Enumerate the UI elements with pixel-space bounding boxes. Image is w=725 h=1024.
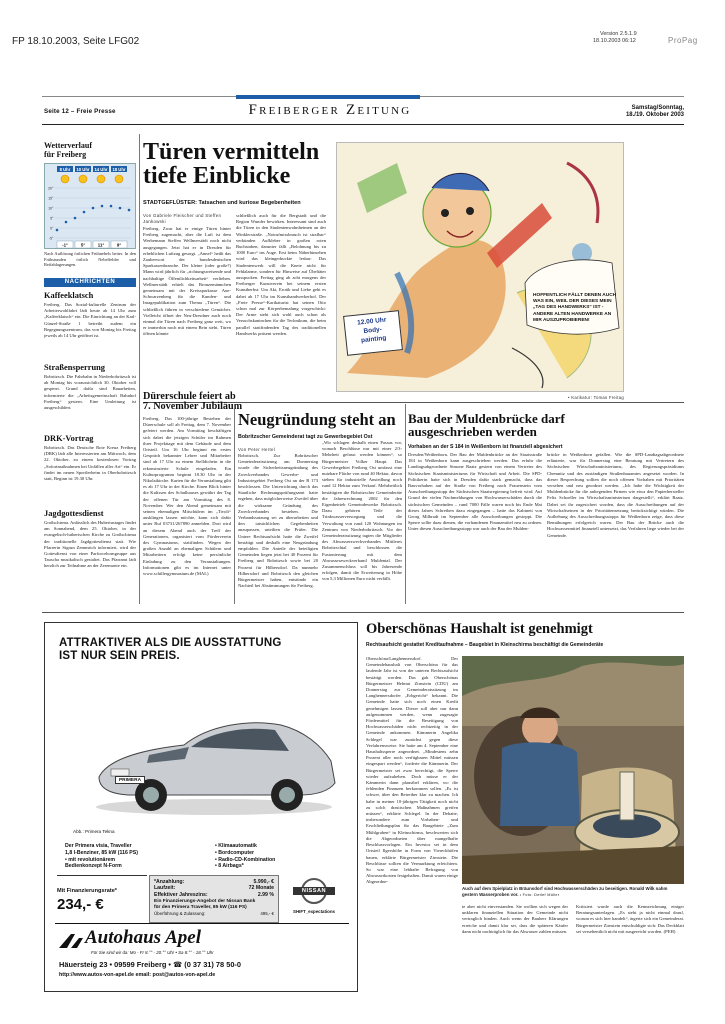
car-advertisement: [44, 622, 358, 992]
cartoon-drawing: [337, 143, 624, 392]
neugruendung-byline: Von Peter Hertel: [238, 447, 276, 452]
weather-ytick-3: 5°: [50, 216, 54, 221]
weather-curve-point-1: [65, 221, 68, 224]
masthead-bottom-rule: [42, 124, 684, 125]
dealer-logo-mark: [57, 932, 85, 950]
weather-temp-label-0: -1°: [62, 242, 68, 248]
ad-term-value-1: 72 Monate: [248, 885, 274, 892]
weather-ytick-0: 20°: [48, 186, 54, 191]
nachrichten-label: NACHRICHTEN: [44, 278, 136, 287]
weather-time-label-2: 14 Uhr: [94, 166, 108, 172]
weather-chart: [44, 163, 136, 249]
nissan-logo-text: NISSAN: [301, 888, 327, 894]
ad-license-plate: PRIMERA: [115, 776, 145, 784]
lead-headline: [143, 140, 319, 189]
news-text-strassensperrung: Bobritzsch. Die Fahrbahn in Niederbobritzsch ist ab Montag bis voraussichtlich 30. Oktober voll gesperrt. Grund dafür sind Bauarbeiten, informierte die „Arbeitsgemeinschaft Bahnhof Freiberg“ gestern. Eine Umleitung ist ausgeschildert.: [44, 374, 136, 411]
news-text-kaffeeklatsch: Freiberg. Das Sozial-kulturelle Zentrum der Arbeiterwohlfahrt lädt heute ab 14 Uhr zum „Kaffeeklatsch“ ein. Die Einrichtung an der Karl-Günzel-Straße 1 betreibt zudem ein Begegnungszentrum, das von Montag bis Freitag jeweils ab 14 Uhr geöffnet ist.: [44, 302, 136, 339]
lead-headline-line1: Türen vermitteln: [143, 139, 320, 165]
weather-curve-point-5: [101, 205, 104, 208]
weather-title-line1: Wetterverlauf: [44, 141, 92, 150]
haushalt-headline: Oberschönas Haushalt ist genehmigt: [366, 621, 593, 637]
weather-temp-label-1: 5°: [80, 242, 86, 248]
haushalt-photo-caption-text: Auch auf dem Spielplatz in Bräunsdorf sind Hochwasserschäden zu beseitigen. Ronald Wilk nahm gestern Wasserproben vor.: [462, 886, 668, 897]
nissan-slogan: SHIFT_expectations: [293, 909, 335, 914]
weather-sun-icon-2: [97, 175, 105, 183]
weather-curve-point-3: [83, 211, 86, 214]
ad-term-label-2: Effektiver Jahreszins:: [154, 891, 208, 898]
muldenbruecke-col-2: brücke in Weißenborn gefallen. Wie die SPD-Landtagsabgeordnete erläuterte, war für Donnerstag eine Beratung mit Vertretern des Sächsischen Wirtschaftsministeriums, des Regierungspräsidiums Chemnitz und des zuständigen Straßenbauamtes angesetzt worden. In dieser Besprechung sollten die noch offenen Vorhaben mit Prioritäten versehen und neu geordnet werden. „Ich habe die Wichtigkeit der Muldenbrücke für die anliegenden Firmen wie etwa den Papierhersteller Felix Schoeller im Wirtschaftsministerium dargestellt“, erklärt Raatz. Dabei sei ihr zugesichert worden, dass die Ausschreibungen auf der Wirtschaftseinen in der Prioritätensetzung berücksichtigt würden. Die Aufhebung des Ausschreibungsstopps für Weißenborn zeige, dass diese Bemühungen erfolgreich waren. Der Bau der Brücke auch die Hochwassermittel finanziell untersetzt, das Verfahren liege wieder bei der Gemeinde.: [547, 452, 684, 538]
weather-chart-svg: [45, 164, 137, 250]
weather-time-label-0: 8 Uhr: [59, 166, 71, 172]
ad-features-right: [215, 843, 345, 870]
weather-time-label-3: 18 Uhr: [112, 166, 126, 172]
neugruendung-headline: Neugründung steht an: [238, 410, 396, 429]
neugruendung-col-2: „Wir schlagen deshalb einen Passus vor, wonach Beschlüsse nur mit einer 2/3-Mehrheit gefasst werden können“, so Bürgermeister Volker Haupt. Das Gewerbegebiet Freiberg Ost umfasst eine nutzbare Fläche von rund 40 Hektar, davon stehen für industrielle Ansiedlung noch rund 12 Hektar zum Verkauf. Mehrheitlich bestätigten die Bobritzscher Gemeinderäte die Jahresrechnung 2002 für den Eigenbetrieb Gemeindewerke Bobritzsch. Dazu gehören Teile der Trinkwasserversorgung und die Verwaltung von rund 120 Wohnungen im Zentrum von Niederbobritzsch. Vor der Gemeinderatssitzung tagten die Mitglieder des Abwasserzweckverbandes Mittleres Bobritzschtal und beschlossen die Fusionierung mit dem Abwasserzweckverband Muldental. Der Zusammenschluss soll bis Jahresende erfolgen, damit die Erweiterung in Höhe von 5,3 Millionen Euro nicht verfällt.: [322, 440, 402, 582]
ad-financing-label: Mit Finanzierungsrate*: [57, 888, 117, 894]
ad-feature-right-3: • 8 Airbags*: [215, 863, 244, 870]
ad-feature-left-1: 1,8 l-Benziner, 85 kW (116 PS): [65, 849, 138, 856]
ad-offer-line-2: für den Primera Traveller, 85 kW (116 PS): [154, 905, 247, 911]
lead-byline: Von Gabriele Fleischer und Steffen Jankowski: [143, 213, 222, 224]
cartoon-speech-bubble: HOFFENTLICH FÄLLT DENEN AUCH WAS EIN, WEIL DER DIESES MEIN „TAG DES HANDWERKS“ IST - ANDERE ALTEN HANDWERKE AN MIR AUSZUPROBIEREN!: [533, 293, 617, 323]
news-text-jagdgottesdienst: Großschirma. Anlässlich des Hubertustages findet am Sonnabend, dem 25. Oktober, in der evangelisch-lutherischen Kirche zu Großschirma der traditionelle Jagdgottesdienst statt. Wie Pfarrerin Sigrun Zemmrich informiert, wird der Gottesdienst von einer Parforcehorngruppe aus Tauscha musikalisch gestaltet. Das Pfarramt lädt herzlich zur Teilnahme an der Zeremonie ein.: [44, 520, 136, 569]
weather-ytick-5: -5°: [48, 236, 54, 241]
weather-curve-point-2: [74, 217, 77, 220]
duererschule-headline-line1: Dürerschule feiert ab: [143, 391, 236, 402]
weather-curve-point-0: [56, 229, 59, 232]
ad-photo-caption: Abb.: Primera Tekna: [73, 829, 115, 834]
ad-feature-left-3: Bedienkonzept N-Form: [65, 863, 122, 870]
weather-ytick-4: 0°: [50, 226, 54, 231]
haushalt-photo-credit: • Foto: Detlef Müller: [519, 892, 560, 897]
weather-note: Nach Auflösung örtlichen Frühnebels heiter. In den Frühstunden örtlich Nebelfelder und Reifablagerungen.: [44, 251, 136, 268]
print-header-brand: ProPag: [668, 36, 698, 45]
haushalt-subheadline: Rechtsaufsicht gestattet Kreditaufnahme – Baugebiet in Kleinschirma beschäftigt die Gemeinderäte: [366, 642, 604, 648]
weather-ytick-2: 10°: [48, 206, 54, 211]
haushalt-col-2: te aber nicht einverstanden. Sie wollten sich wegen der unklaren finanziellen Situation der Gemeinde nicht vertraglich binden. Auch wenn der Bauherr Klärungen erreiche und damit klar sei, dass die späteren Käufer dann nicht nachträglich für das Abwasser zahlen müssen.: [462, 904, 568, 934]
dealer-logo-icon: [57, 932, 85, 950]
dealer-web: http://www.autos-von-apel.de email: post@autos-von-apel.de: [59, 972, 216, 978]
duererschule-headline-line2: 7. November Jubiläum: [143, 401, 243, 413]
muldenbruecke-headline: [408, 412, 565, 439]
haushalt-photo-caption: [462, 886, 684, 898]
lead-headline-line2: tiefe Einblicke: [143, 163, 291, 190]
muldenbruecke-subheadline: Vorhaben an der S 184 in Weißenborn ist finanziell abgesichert: [408, 444, 563, 450]
ad-feature-right-1: • Bordcomputer: [215, 849, 254, 856]
cartoon-sign-line2: Body-: [363, 326, 383, 335]
divider-duerer: [234, 404, 235, 604]
muldenbruecke-col-1: Dresden/Weißenborn. Der Bau der Muldenbrücke an der Staatsstraße 184 in Weißenborn kann ausgeschrieben werden. Das erfuhr die Landtagsabgeordnete Simone Raatz gestern von einem Vertreter des Sächsischen Staatsministeriums für Wirtschaft und Arbeit. Die SPD-Politikerin hatte sich in Dresden dafür stark gemacht, dass das Bauvorhaben auf der Straße von Freiberg nach Frauenstein vom Ausschreibungsstopp der Sächsischen Staatsregierung befreit wird. Auf Grund der vielen Nachmeldungen von Hochwasserschäden durch die sächsischen Gemeinden – rund 7000 Fälle waren noch bis Ende Mai dieses Jahres Schreiben dazu eingegangen – hatte das Kabinett von Georg Milbradt im September alle Ausschreibungen gestoppt. Die Sperre sollte dazu dienen, die vorhandenen Finanzmittel neu zu ordnen. Unter diesen Ausschreibungsstopp war auch der Bau der Mulden-: [408, 452, 542, 532]
dealer-name: Autohaus Apel: [85, 927, 201, 948]
ad-headline-line2: IST NUR SEIN PREIS.: [59, 650, 180, 662]
ad-fee-label: Überführung & Zulassung:: [154, 911, 206, 917]
divider-mulden: [405, 404, 406, 604]
muldenbruecke-headline-line1: Bau der Muldenbrücke darf: [408, 411, 565, 426]
weather-curve-point-7: [119, 207, 122, 210]
weather-time-label-1: 10 Uhr: [76, 166, 90, 172]
weather-sun-icon-3: [115, 175, 123, 183]
ad-headline-line1: ATTRAKTIVER ALS DIE AUSSTATTUNG: [59, 637, 282, 649]
nissan-logo: [291, 877, 337, 905]
lead-subheadline: STADTGEFLÜSTER: Tatsachen und kuriose Begebenheiten: [143, 200, 301, 206]
ad-feature-right-2: • Radio-CD-Kombination: [215, 856, 276, 863]
weather-curve-point-4: [92, 207, 95, 210]
news-title-jagdgottesdienst: Jagdgottesdienst: [44, 509, 104, 518]
weather-sun-icon-0: [61, 175, 69, 183]
haushalt-col-1: Oberschöna/Langhennersdorf. Der Gemeindehaushalt von Oberschöna für das laufende Jahr ist von der unteren Rechtsaufsicht bestätigt worden. Das gab Oberschönas Bürgermeister Helmut Zirnstein (CDU) am Donnerstag zur Gemeinderatssitzung im Langhennersdorfer „Erbgericht“ bekannt. Die Gemeinde hatte sich noch einen Kredit genehmigen lassen. Dieser soll aber nur dann aufgenommen werden, wenn zugesagte Fördermittel für die Beseitigung von Hochwasserschäden nicht rechtzeitig in der Gemeinde ankommen. Kämmerin Angelika Schlegel war zunächst gegen diese Verfahrensweise. Sie hatte am 4. September eine Haushaltssperre angeordnet. „Mindestens zehn Prozent aller noch verfügbaren Mittel müssen eingespart werden“, forderte die Kämmerin. Der Bürgermeister sei zwar berechtigt, die Sperre wieder aufzuheben. Doch müsse er der Kämmerin dann plausibel erklären, wo die fehlenden Finanzen herkommen sollen. „Es ist schwer, über den Betreiber klar zu machen. Ich habe in meiner 10-jährigen Tätigkeit noch nicht zu solch drastischen Maßnahmen greifen müssen“, erklärte Schlegel. In der Debatte, insbesondere zum Vorhaben- und Erschließungsplan für das Baugebiete „Zum Mühlgraben“ in Kleinschirma, beschwerten sich die Abgeordneten über mangelhafte Beschlussvorlagen. Ein Investor sei in dem Ortsteil Ilgershöhe in Form von Viereckhöfen bauen, erklärte Bürgermeister Zirnstein. Die Beschlüsse sollten die Vermarktung erleichtern. So war eine lebhafte Befragung von Abwasserkosten festgehalten. Damit waren einige Abgeordne-: [366, 656, 458, 885]
ad-term-label-1: Laufzeit:: [154, 885, 176, 892]
print-header-datetime: 18.10.2003 06:12: [593, 38, 636, 44]
page-label: Seite 12 – Freie Presse: [44, 108, 116, 115]
car-photo: [89, 699, 339, 819]
weather-curve-point-8: [128, 209, 131, 212]
print-header-version: Version 2.5.1.9: [600, 31, 637, 37]
ad-fee-row: [154, 911, 274, 917]
duererschule-text: Freiberg. Das 100-jährige Bestehen der Dürerschule soll ab Freitag, dem 7. November gefeiert werden. Am Vormittag beschäftigen sich dabei die jetzigen Schüler im Rahmen ihrer Projekttage mit dem Gebäude und dem Ortsteil. Um 16 Uhr beginnt ein erstes Gespräch bekannter Lehrer und Mitarbeiter sind ab 17 Uhr zu einem Stelldichein in die rekonstruierte Schule eingeladen. Ein Kulturprogramm beginnt 18.30 Uhr in der Nikolaikirche. Karten für die Veranstaltung gibt es ab 17 Uhr in der Kirche. Einen Blick hinter die Kulissen des Schulhauses gewährt der Tag der offenen Tür am Vormittag des 8. November. Wer den Abend gemeinsam mit seinen ehemaligen Mitschülern im „Tivoli“ ausklingen lassen möchte, kann sich dafür unter Ruf 03731/267890 anmelden. Dort wird an diesem Abend auch der Treff der Generationen, organisiert vom Förderverein des Gymnasiums, stattfinden. Wegen der großen Anzahl an ehemaligen Schülern und Mitarbeitern erfolgt keine persönliche Einladung zu den Veranstaltungen. Informationen gibt es im Internet unter www.schillergymnasium.de (MAL): [143, 416, 231, 577]
weather-temp-label-2: 11°: [97, 242, 105, 248]
haushalt-col-3: Kritisiert wurde auch die Kennzeichnung einiger Beratungsunterlagen. „Es steht ja nicht einmal drauf, worum es sich hier handelt“, ärgerte sich ein Gemeinderat. Bürgermeister Zirnstein entschuldigte sich: Das Deckblatt sei versehentlich nicht mit ausgereicht worden. (PEH): [576, 904, 684, 934]
ad-feature-right-0: • Klimaautomatik: [215, 843, 257, 849]
news-title-drk: DRK-Vortrag: [44, 434, 94, 443]
ad-feature-left-2: • mit revolutionärem: [65, 856, 115, 863]
cartoon-sign: [343, 310, 403, 356]
lead-col-2: schließlich auch für die Bergstadt und die Region Wunder bewirken. Interessant sind auch die Türen in den Studentenwohnheimen an der Winklerstraße. „Notrufmissbrauch ist strafbar“ verkünden Aufkleber in großen roten Buchstaben, darunter fällt „Belohnung bis zu 1000 Euro“ ins Auge. Erst beim Näherhinsehen wird das kleingedruckte lesbar: Das Studentenwerk will die Knete nicht für Fehlalarme, sondern für Hinweise auf Übeltäter ausspucken. Freitag ging ab acht morgens der Freiberger Kunstverein bei seinem ersten Kunstherbst: Um Akt, Erotik und Liebe geht es dabei ab 17 Uhr im Kunsthandwerkerhof. Der „Freie Presse“-Karikaturist hat seinen Otto schon mal zur Körperbemalung vorgeschickt: Der Arme steht sich wohl auch schon als Versuchskaninchen für die Technikum, die beim parallel stattfindenden Tag des traditionellen Handwerks präsent werden.: [236, 213, 326, 336]
neugruendung-subheadline: Bobritzscher Gemeinderat tagt zu Gewerbegebiet Ost: [238, 434, 373, 440]
weather-title: [44, 141, 92, 159]
ad-term-label-0: *Anzahlung:: [154, 879, 185, 885]
ad-offer-line-1: Ein Finanzierungs-Angebot der Nissan Bank: [154, 899, 256, 905]
weather-curve-point-6: [110, 205, 113, 208]
weather-sun-icon-1: [79, 175, 87, 183]
cartoon-illustration: [336, 142, 624, 392]
lead-col-1: Freiberg. Zwar hat er einige Türen hinter Freiberg zugemacht, aber die Luft ist dem Werbemann Steffen Wellmerstädt noch nicht ausgegangen. Jetzt hat er in Dresden für erheblichen Luftzug gesorgt. „Annel“ heißt das Zauberwort der bundesdeutschen Sparkassenbranche. Der kleine (oder große?) Mann wird jährlich für „richtungsweisende und nachhaltige Öffentlichkeitsarbeit“ verliehen. Wellmerstädt erhielt das Bronzemännchen gemeinsam mit der Kreissparkasse Aue-Schwarzenberg für die Kunden- und Imagepublikation zum Thema „Türen“. Die schließlich führen in verschiedene Gemächer. Vielleicht öffnet der Neu-Dresdner auch noch einmal die Türen nach Freiberg ganz weit, wo er immerhin noch mit einem Bein steht. Türen öffnen könnte: [143, 226, 231, 337]
ad-price-box: [57, 875, 147, 919]
ad-price: 234,- €: [57, 896, 104, 913]
news-title-kaffeeklatsch: Kaffeeklatsch: [44, 291, 94, 300]
cartoon-sign-line3: painting: [360, 334, 387, 345]
dealer-tagline: Für Sie sind wir da: Mo - Fr 8.°° - 20.°° Uhr • Sa 8.°° - 18.°° Uhr: [91, 950, 214, 955]
ad-feature-left-0: Der Primera visia, Traveller: [65, 843, 132, 849]
weather-temp-label-3: 9°: [116, 242, 122, 248]
ad-term-row-2: [154, 892, 274, 898]
ad-features-left: [65, 843, 205, 870]
cartoon-sign-line1: 12.00 Uhr: [356, 316, 387, 327]
muldenbruecke-headline-line2: ausgeschrieben werden: [408, 424, 537, 440]
ad-term-value-0: 5.990,- €: [253, 879, 274, 885]
haushalt-photo-image: [462, 656, 684, 884]
dealer-address: Häuersteig 23 • 09599 Freiberg • ☎ (0 37 31) 78 50-0: [59, 960, 241, 969]
cartoon-credit: • Karikatur: Tomas Freitag: [568, 395, 624, 400]
weather-title-line2: für Freiberg: [44, 150, 87, 159]
mid-rule-2: [42, 612, 684, 613]
ad-fee-value: 495,- €: [260, 911, 274, 917]
ad-term-value-2: 2.99 %: [257, 891, 274, 898]
ad-terms-box: [149, 875, 279, 923]
date-line-1: Samstag/Sonntag,: [631, 105, 684, 111]
duererschule-headline: [143, 392, 242, 413]
left-column-divider: [139, 134, 140, 604]
dealer-block: [55, 923, 349, 989]
masthead-accent-rule: [236, 95, 420, 99]
weather-ytick-1: 15°: [48, 196, 54, 201]
news-text-drk: Bobritzsch. Das Deutsche Rote Kreuz Freiberg (DRK) lädt alle Interessierten am Mittwoch, dem 22. Oktober, zu einem kostenlosen Vortrag „Sofortmaßnahmen bei Unfällen aller Art“ ein. Er findet im neuen Sportlerheim in Oberbobritzsch statt, Beginn ist 19.30 Uhr.: [44, 445, 136, 482]
neugruendung-col-1: Bobritzsch. Zur Bobritzscher Gemeinderatssitzung am Donnerstag wurde die Sicherheitsneugründung des Zweckverbandes Gewerbe- und Industriegebiet Freiberg Ost an der B 173 beschlossen. Die Unterrichtung durch das Staatliche Rechnungsprüfungsamt hatte ergeben, dass möglicherweise Zweifel über die wirksame Gründung des Zweckverbandes bestehen. Die Verbandssatzung sei zu überarbeiten und den tatsächlichen Gegebenheiten anzupassen, urteilten die Prüfer. Die Untere Rechtsaufsicht hatte die Zweifel bestätigt und deshalb eine Neugründung empfohlen. Die Anteile der beteiligten Gemeinden liegen jetzt bei 40 Prozent für Freiberg und Bobritzsch sowie bei 20 Prozent für Hilbersdorf. Da nunmehr Hilbersdorf und Bobritzsch den gleichen Bürgermeister haben, entstünde ein Nachteil bei Abstimmungen für Freiberg.: [238, 453, 318, 589]
date-line-2: 18./19. Oktober 2003: [625, 112, 684, 118]
newspaper-title: Freiberger Zeitung: [248, 102, 412, 118]
haushalt-photo: [462, 656, 684, 884]
print-header-left: FP 18.10.2003, Seite LFG02: [12, 36, 140, 47]
news-title-strassensperrung: Straßensperrung: [44, 363, 105, 372]
ad-headline: [59, 637, 282, 663]
